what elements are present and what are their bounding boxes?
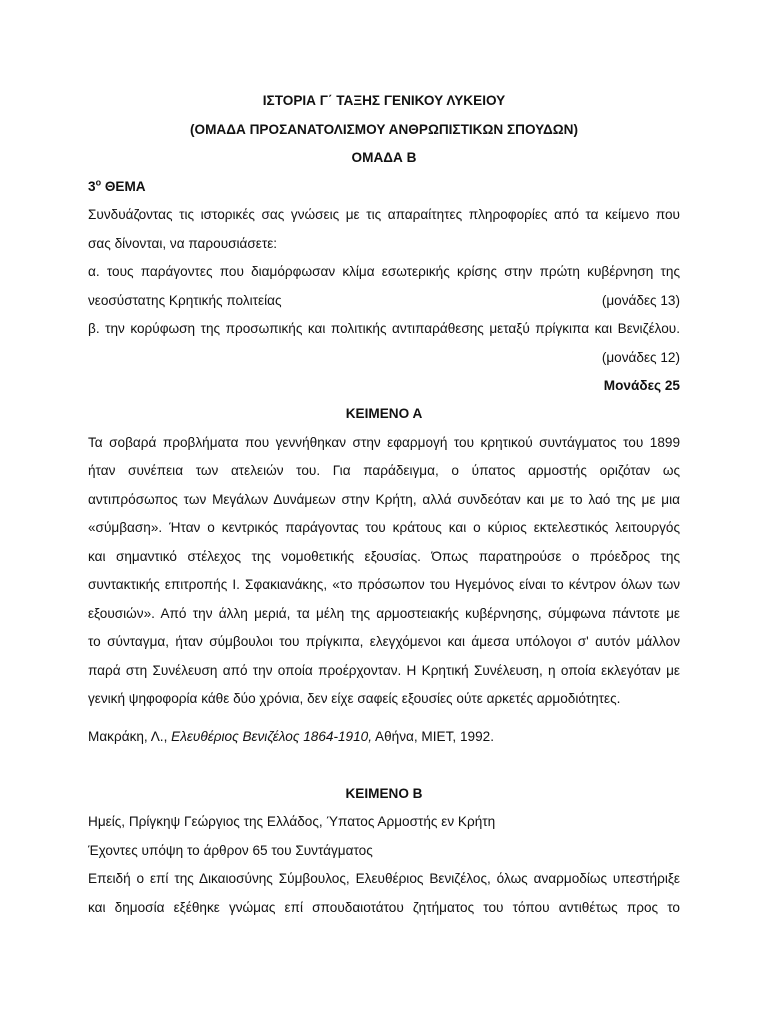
text-b-line: Έχοντες υπόψη το άρθρον 65 του Συντάγματος: [88, 843, 373, 858]
topic-number: 3: [88, 179, 96, 194]
text-b-line: Επειδή ο επί της Δικαιοσύνης Σύμβουλος, Ελευθέριος Βενιζέλος, όλως αναρμοδίως υπεστήριξε: [88, 871, 680, 886]
text-b-line: Ημείς, Πρίγκηψ Γεώργιος της Ελλάδος, Ύπατος Αρμοστής εν Κρήτη: [88, 814, 496, 829]
question-a-text: νεοσύστατης Κρητικής πολιτείας: [88, 293, 282, 308]
citation-publisher: Αθήνα, ΜΙΕΤ, 1992.: [372, 729, 494, 744]
group-heading: ΟΜΑΔΑ Β: [351, 150, 417, 165]
citation-title: Ελευθέριος Βενιζέλος 1864-1910,: [171, 729, 372, 744]
text-a-line: παρά στη Συνέλευση από την οποία προέρχονταν. Η Κρητική Συνέλευση, η οποία εκλεγόταν με: [88, 663, 680, 678]
question-b-points: (μονάδες 12): [601, 350, 680, 365]
text-a-line: αντιπρόσωπος των Μεγάλων Δυνάμεων στην Κρήτη, αλλά συνδεόταν και με το λαό της με μια: [88, 492, 680, 507]
total-points: Μονάδες 25: [603, 378, 680, 393]
text-a-line: και σημαντικό στέλεχος της νομοθετικής εξουσίας. Όπως παρατηρούσε ο πρόεδρος της: [88, 549, 680, 564]
text-a-line: γενική ψηφοφορία κάθε δύο χρόνια, δεν είχε σαφείς εξουσίες ούτε αρκετές αρμοδιότητες.: [88, 691, 621, 706]
question-a-line: [88, 291, 680, 311]
text-a-line: Τα σοβαρά προβλήματα που γεννήθηκαν στην εφαρμογή του κρητικού συντάγματος του 1899: [88, 435, 680, 450]
topic-label: ΘΕΜΑ: [104, 179, 146, 194]
topic-heading: [88, 177, 680, 197]
text-a-line: ήταν συνέπεια των ατελειών του. Για παράδειγμα, ο ύπατος αρμοστής οριζόταν ως: [88, 463, 680, 478]
text-b-heading: ΚΕΙΜΕΝΟ Β: [345, 786, 423, 801]
document-subtitle: (ΟΜΑΔΑ ΠΡΟΣΑΝΑΤΟΛΙΣΜΟΥ ΑΝΘΡΩΠΙΣΤΙΚΩΝ ΣΠΟΥΔΩΝ): [190, 122, 578, 137]
question-b-line: β. την κορύφωση της προσωπικής και πολιτικής αντιπαράθεσης μεταξύ πρίγκιπα και Βενιζέλου.: [88, 321, 680, 336]
document-title: ΙΣΤΟΡΙΑ Γ΄ ΤΑΞΗΣ ΓΕΝΙΚΟΥ ΛΥΚΕΙΟΥ: [262, 93, 506, 108]
question-a-line: α. τους παράγοντες που διαμόρφωσαν κλίμα εσωτερικής κρίσης στην πρώτη κυβέρνηση της: [88, 264, 680, 279]
instructions-line: σας δίνονται, να παρουσιάσετε:: [88, 236, 278, 251]
text-b-line: και δημοσία εξέθηκε γνώμας επί σπουδαιοτάτου ζητήματος του τόπου αντιθέτως προς το: [88, 900, 680, 915]
topic-ordinal: ο: [95, 177, 102, 188]
question-a-points: (μονάδες 13): [601, 293, 680, 308]
text-a-line: εξουσιών». Από την άλλη μεριά, τα μέλη της αρμοστειακής κυβέρνησης, σύμφωνα πάντοτε με: [88, 606, 680, 621]
text-a-line: «σύμβαση». Ήταν ο κεντρικός παράγοντας του κράτους και ο κύριος εκτελεστικός λειτουργός: [88, 520, 680, 535]
text-a-line: συντακτικής επιτροπής Ι. Σφακιανάκης, «το πρόσωπον του Ηγεμόνος είναι το κέντρον όλων των: [88, 577, 680, 592]
instructions-line: Συνδυάζοντας τις ιστορικές σας γνώσεις με τις απαραίτητες πληροφορίες από τα κείμενο που: [88, 207, 680, 222]
text-a-line: το σύνταγμα, ήταν σύμβουλοι του πρίγκιπα, ελεγχόμενοι και άμεσα υπόλογοι σ' αυτόν μάλλον: [88, 634, 680, 649]
text-a-heading: ΚΕΙΜΕΝΟ Α: [345, 406, 423, 421]
citation-author: Μακράκη, Λ.,: [88, 729, 172, 744]
text-a-citation: [88, 727, 680, 747]
